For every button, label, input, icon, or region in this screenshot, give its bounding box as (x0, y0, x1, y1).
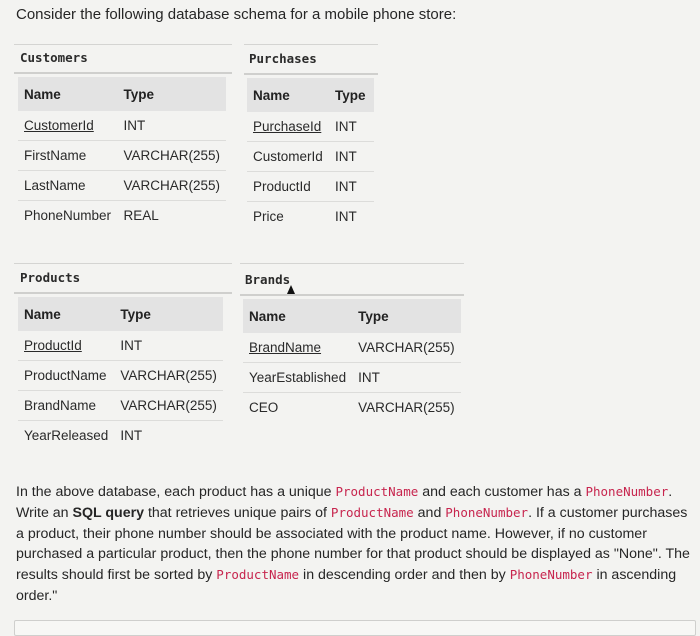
column-header-type: Type (114, 297, 223, 331)
table-row (243, 333, 461, 363)
products-title-rule (14, 292, 232, 294)
purchases-title: Purchases (249, 51, 317, 66)
type-cell: VARCHAR(255) (114, 391, 223, 421)
paragraph-text: . If a customer purchases a product, their phone number should be associated with the product name. However, if no customer purchased a particular product, then the phone number for that product should be displayed as "None". The results should first be sorted by (16, 504, 690, 584)
name-cell: PhoneNumber (24, 208, 112, 223)
primary-key-cell: CustomerId (18, 111, 117, 141)
paragraph-text: that retrieves unique pairs of (144, 504, 331, 521)
brands-table (243, 299, 461, 422)
answer-input-area[interactable] (14, 620, 696, 636)
customers-title-rule (14, 72, 232, 74)
table-header-row (18, 77, 226, 111)
column-header-type: Type (329, 78, 374, 112)
name-cell: LastName (18, 171, 117, 201)
table-header-row (247, 78, 374, 112)
column-header-name: Name (18, 77, 117, 111)
table-header-row (18, 297, 223, 331)
code-phone-number: PhoneNumber (509, 567, 593, 583)
code-phone-number: PhoneNumber (585, 484, 669, 499)
products-table (18, 297, 223, 450)
table-row (18, 331, 223, 361)
code-phone-number: PhoneNumber (445, 504, 529, 520)
code-product-name: ProductName (335, 484, 419, 499)
table-row (247, 202, 374, 232)
column-header-type: Type (352, 299, 461, 333)
products-title: Products (20, 270, 81, 285)
purchases-top-rule (244, 44, 378, 45)
table-row (18, 391, 223, 421)
paragraph-text: in descending order and then by (299, 567, 510, 584)
purchases-title-rule (244, 73, 378, 75)
primary-key-cell: BrandName (243, 333, 352, 363)
name-cell: CEO (249, 400, 279, 415)
table-row (247, 112, 374, 142)
type-cell: VARCHAR(255) (117, 141, 226, 171)
primary-key-cell: PurchaseId (247, 112, 329, 142)
customers-table (18, 77, 226, 230)
table-row (18, 141, 226, 171)
code-product-name: ProductName (330, 504, 414, 520)
primary-key-cell: ProductId (18, 331, 114, 361)
emphasis-sql-query: SQL query (72, 504, 145, 521)
mouse-cursor-icon (287, 285, 295, 294)
question-paragraph (16, 482, 696, 607)
column-header-name: Name (243, 299, 352, 333)
purchases-table (247, 78, 374, 231)
name-cell: ProductName (18, 361, 114, 391)
brands-title: Brands (245, 272, 291, 287)
paragraph-text: In the above database, each product has a unique (16, 484, 336, 500)
column-header-type: Type (117, 77, 226, 111)
type-cell: REAL (123, 208, 159, 223)
table-row (247, 172, 374, 202)
table-row (18, 111, 226, 141)
name-cell: YearReleased (24, 428, 109, 443)
type-cell: INT (329, 142, 374, 172)
name-cell: Price (253, 209, 284, 224)
table-row (243, 363, 461, 393)
type-cell: VARCHAR(255) (352, 333, 461, 363)
type-cell: INT (120, 428, 143, 443)
name-cell: BrandName (18, 391, 114, 421)
name-cell: ProductId (247, 172, 329, 202)
paragraph-text: and (413, 504, 446, 521)
type-cell: INT (329, 172, 374, 202)
table-row (247, 142, 374, 172)
table-row (18, 201, 226, 231)
customers-top-rule (14, 44, 232, 45)
type-cell: INT (329, 112, 374, 142)
name-cell: CustomerId (247, 142, 329, 172)
column-header-name: Name (247, 78, 329, 112)
table-row (18, 171, 226, 201)
type-cell: VARCHAR(255) (114, 361, 223, 391)
type-cell: INT (352, 363, 461, 393)
paragraph-text: in ascending order." (16, 567, 677, 604)
type-cell: VARCHAR(255) (117, 171, 226, 201)
name-cell: YearEstablished (243, 363, 352, 393)
name-cell: FirstName (18, 141, 117, 171)
brands-top-rule (240, 263, 464, 264)
table-header-row (243, 299, 461, 333)
table-row (243, 393, 461, 423)
customers-title: Customers (20, 50, 88, 65)
type-cell: INT (117, 111, 226, 141)
products-top-rule (14, 263, 232, 264)
intro-text: Consider the following database schema for a mobile phone store: (16, 6, 457, 23)
paragraph-text: and each customer has a (418, 484, 586, 500)
brands-title-rule (240, 294, 464, 296)
paragraph-text: . Write an (16, 484, 673, 521)
code-product-name: ProductName (216, 567, 300, 583)
type-cell: VARCHAR(255) (358, 400, 455, 415)
type-cell: INT (114, 331, 223, 361)
table-row (18, 421, 223, 451)
column-header-name: Name (18, 297, 114, 331)
type-cell: INT (335, 209, 357, 224)
table-row (18, 361, 223, 391)
